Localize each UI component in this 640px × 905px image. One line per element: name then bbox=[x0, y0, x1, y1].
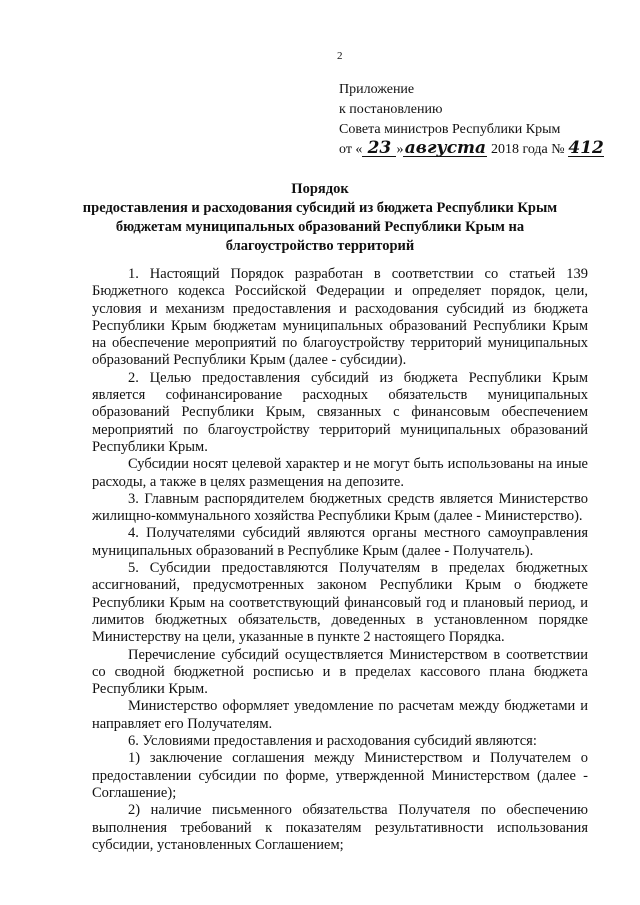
paragraph: 2) наличие письменного обязательства Получателя по обеспечению выполнения требований к показателям результативности использования субсидии, установленных Соглашением; bbox=[92, 802, 588, 853]
annex-header bbox=[339, 80, 609, 160]
paragraph: 1. Настоящий Порядок разработан в соответствии со статьей 139 Бюджетного кодекса Российской Федерации и определяет порядок, цели, условия и механизм предоставления и расходования субсидий из бюджета Республики Крым бюджетам муниципальных образований Республики Крым на обеспечение мероприятий по благоустройству территорий муниципальных образований Республики Крым (далее - субсидии). bbox=[92, 266, 588, 369]
paragraph: 2. Целью предоставления субсидий из бюджета Республики Крым является софинансирование расходных обязательств муниципальных образований Республики Крым, связанных с финансовым обеспечением мероприятий по благоустройству территорий муниципальных образований Республики Крым. bbox=[92, 369, 588, 455]
document-title bbox=[60, 180, 580, 256]
page-number: 2 bbox=[337, 50, 343, 62]
date-year: 2018 года № bbox=[490, 142, 565, 157]
handwritten-day: 23 bbox=[362, 140, 396, 157]
paragraph: 3. Главным распорядителем бюджетных средств является Министерство жилищно-коммунального хозяйства Республики Крым (далее - Министерство). bbox=[92, 490, 588, 525]
date-quote: » bbox=[396, 142, 404, 157]
title-line-1: Порядок bbox=[291, 181, 349, 197]
annex-line-3: Совета министров Республики Крым bbox=[339, 122, 561, 137]
title-line-2: предоставления и расходования субсидий из бюджета Республики Крым bbox=[82, 200, 558, 216]
paragraph: 5. Субсидии предоставляются Получателям в пределах бюджетных ассигнований, предусмотренных законом Республики Крым о бюджете Республики Крым на соответствующий финансовый год и плановый период, и лимитов бюджетных обязательств, доведенных в установленном порядке Министерству на цели, указанные в пункте 2 настоящего Порядка. bbox=[92, 560, 588, 646]
date-prefix: от « bbox=[339, 142, 363, 157]
handwritten-number: 412 bbox=[568, 138, 604, 158]
paragraph: 4. Получателями субсидий являются органы местного самоуправления муниципальных образований в Республике Крым (далее - Получатель). bbox=[92, 525, 588, 559]
paragraph: 6. Условиями предоставления и расходования субсидий являются: bbox=[128, 733, 537, 750]
annex-line-1: Приложение bbox=[339, 82, 415, 97]
annex-line-2: к постановлению bbox=[339, 102, 443, 117]
handwritten-month: августа bbox=[404, 138, 487, 158]
title-line-4: благоустройство территорий bbox=[225, 238, 415, 254]
paragraph: Субсидии носят целевой характер и не могут быть использованы на иные расходы, а также в целях размещения на депозите. bbox=[92, 456, 588, 490]
title-line-3: бюджетам муниципальных образований Республики Крым на bbox=[115, 219, 525, 235]
paragraph: Перечисление субсидий осуществляется Министерством в соответствии со сводной бюджетной росписью и в пределах кассового плана бюджета Республики Крым. bbox=[92, 646, 588, 698]
document-body bbox=[92, 266, 588, 854]
paragraph: Министерство оформляет уведомление по расчетам между бюджетами и направляет его Получателям. bbox=[92, 698, 588, 732]
paragraph: 1) заключение соглашения между Министерством и Получателем о предоставлении субсидии по форме, утвержденной Министерством (далее - Соглашение); bbox=[92, 750, 588, 801]
annex-date-line bbox=[339, 140, 609, 160]
